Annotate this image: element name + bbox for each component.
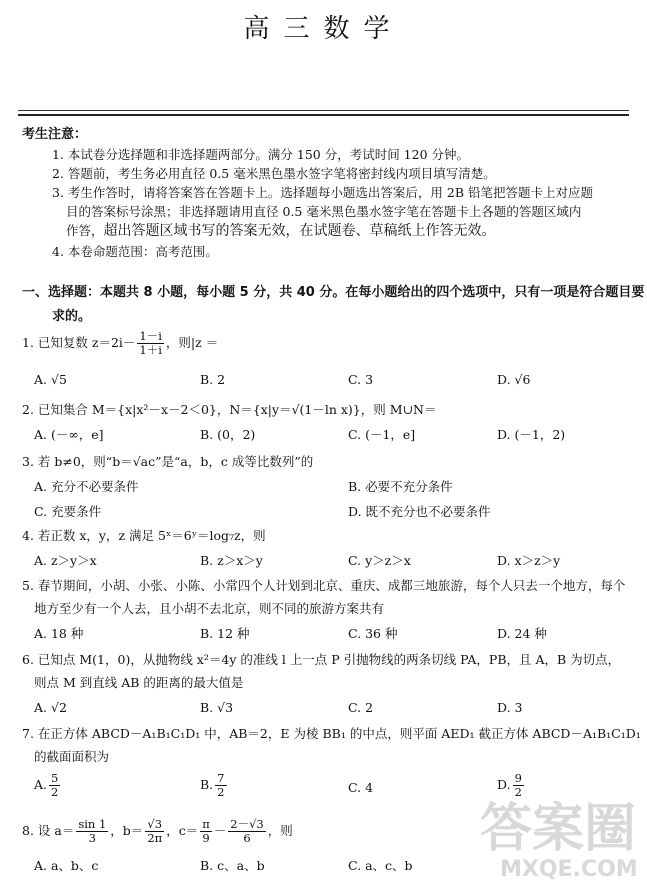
q4-option-a: A. z＞y＞x — [34, 553, 97, 568]
q7-a-den: 2 — [51, 785, 59, 799]
section-heading-line1: 一、选择题：本题共 8 小题，每小题 5 分，共 40 分。在每小题给出的四个选项中，只有一项是符合题目要 — [22, 285, 645, 300]
q8-a-num: sin 1 — [78, 817, 107, 831]
q5-option-a: A. 18 种 — [34, 626, 84, 641]
notice-item-3-lead: 作答， — [66, 223, 104, 238]
q5-option-b: B. 12 种 — [200, 626, 250, 641]
notice-heading: 考生注意： — [22, 127, 88, 142]
q1-option-b: B. 2 — [200, 372, 226, 387]
notice-item-1: 1. 本试卷分选择题和非选择题两部分。满分 150 分，考试时间 120 分钟。 — [52, 147, 470, 162]
q8-pre: 8. 设 a＝ — [22, 823, 75, 838]
q7-option-b — [200, 772, 229, 799]
q8-c2-num: 2－√3 — [230, 817, 264, 831]
q4-option-d: D. x＞z＞y — [497, 553, 561, 568]
q8-a-fraction — [76, 818, 108, 845]
q8-c-den: 9 — [202, 831, 210, 845]
q1-option-c: C. 3 — [348, 372, 374, 387]
question-4: 4. 若正数 x，y，z 满足 5ˣ＝6ʸ＝log₇z，则 — [22, 528, 266, 543]
question-6-line2: 则点 M 到直线 AB 的距离的最大值是 — [34, 675, 244, 690]
question-3: 3. 若 b≠0，则“b＝√ac”是“a，b，c 成等比数列”的 — [22, 454, 314, 469]
section-heading-line2: 求的。 — [52, 309, 92, 324]
q6-option-b: B. √3 — [200, 700, 234, 715]
q8-b-fraction — [145, 818, 164, 845]
notice-item-4: 4. 本卷命题范围：高考范围。 — [52, 244, 218, 259]
q7-b-den: 2 — [217, 785, 225, 799]
q8-c-num: π — [202, 817, 210, 831]
q2-option-b: B. (0，2) — [200, 427, 256, 442]
q5-option-c: C. 36 种 — [348, 626, 398, 641]
q2-option-d: D. (－1，2) — [497, 427, 566, 442]
question-8 — [22, 818, 293, 845]
q8-c-fraction — [200, 818, 212, 845]
q7-option-a-fraction — [49, 772, 60, 799]
q8-option-b: B. c、a、b — [200, 858, 265, 873]
q3-option-d: D. 既不充分也不必要条件 — [348, 504, 491, 519]
q7-option-c: C. 4 — [348, 780, 374, 795]
q7-option-b-fraction — [215, 772, 226, 799]
q8-minus: － — [213, 823, 227, 838]
q8-mid2: ，c＝ — [166, 823, 199, 838]
q3-option-c: C. 充要条件 — [34, 504, 102, 519]
page-title: 高三数学 — [243, 14, 404, 44]
q8-c2-fraction — [228, 818, 265, 845]
q3-option-a: A. 充分不必要条件 — [34, 479, 139, 494]
q8-c2-den: 6 — [243, 831, 251, 845]
q1-stem-pre: 1. 已知复数 z＝2i－ — [22, 335, 136, 350]
notice-item-3-line3 — [66, 220, 496, 240]
q6-option-c: C. 2 — [348, 700, 374, 715]
watermark-text: 答案圈 — [480, 799, 637, 859]
question-5-line1: 5. 春节期间，小胡、小张、小陈、小常四个人计划到北京、重庆、成都三地旅游，每个人只去一个地方，每个 — [22, 578, 626, 593]
q1-fraction-num: 1－i — [139, 329, 162, 343]
q5-option-d: D. 24 种 — [497, 626, 547, 641]
q8-a-den: 3 — [88, 831, 96, 845]
q1-fraction — [137, 330, 164, 357]
watermark-logo — [440, 776, 640, 880]
q8-post: ，则 — [267, 823, 293, 838]
question-7-line1: 7. 在正方体 ABCD－A₁B₁C₁D₁ 中，AB＝2，E 为棱 BB₁ 的中点，则平面 AED₁ 截正方体 ABCD－A₁B₁C₁D₁ — [22, 726, 641, 741]
notice-item-2: 2. 答题前，考生务必用直径 0.5 毫米黑色墨水签字笔将密封线内项目填写清楚。 — [52, 166, 496, 181]
question-2: 2. 已知集合 M＝{x|x²－x－2＜0}，N＝{x|y＝√(1－ln x)}，则 M∪N＝ — [22, 402, 437, 417]
question-6-line1: 6. 已知点 M(1，0)，从抛物线 x²＝4y 的准线 l 上一点 P 引抛物线的两条切线 PA，PB，且 A，B 为切点， — [22, 652, 621, 667]
q7-a-num: 5 — [51, 771, 59, 785]
q1-option-a: A. √5 — [34, 372, 67, 387]
q7-option-a-label: A. — [34, 777, 48, 792]
q7-d-den: 2 — [514, 785, 522, 799]
q2-option-a: A. (－∞，e] — [34, 427, 104, 442]
q1-fraction-den: 1＋i — [139, 343, 162, 357]
question-5-line2: 地方至少有一个人去，且小胡不去北京，则不同的旅游方案共有 — [34, 601, 385, 616]
q8-option-a: A. a、b、c — [34, 858, 99, 873]
q7-d-num: 9 — [514, 771, 522, 785]
q8-mid1: ，b＝ — [110, 823, 144, 838]
notice-item-3-line1: 3. 考生作答时，请将答案答在答题卡上。选择题每小题选出答案后，用 2B 铅笔把答题卡上对应题 — [52, 185, 593, 200]
q7-option-b-label: B. — [200, 777, 214, 792]
q7-option-d-label: D. — [497, 777, 511, 792]
header-rule-bottom — [18, 114, 629, 116]
q1-stem-post: ，则|z ＝ — [165, 335, 219, 350]
watermark-sub: MXQE.COM — [500, 857, 638, 880]
q4-option-c: C. y＞z＞x — [348, 553, 411, 568]
q8-b-den: 2π — [147, 831, 163, 845]
q3-option-b: B. 必要不充分条件 — [348, 479, 453, 494]
q7-option-a — [34, 772, 62, 799]
q6-option-a: A. √2 — [34, 700, 67, 715]
question-7-line2: 的截面面积为 — [34, 749, 110, 764]
q6-option-d: D. 3 — [497, 700, 523, 715]
question-1 — [22, 330, 218, 357]
q1-option-d: D. √6 — [497, 372, 531, 387]
q4-option-b: B. z＞x＞y — [200, 553, 263, 568]
q2-option-c: C. (－1，e] — [348, 427, 416, 442]
notice-item-3-emphasis: 超出答题区域书写的答案无效，在试题卷、草稿纸上作答无效。 — [103, 223, 496, 239]
q8-option-c: C. a、c、b — [348, 858, 413, 873]
header-rule-top — [18, 110, 629, 111]
notice-item-3-line2: 目的答案标号涂黑；非选择题请用直径 0.5 毫米黑色墨水签字笔在答题卡上各题的答题区域内 — [66, 204, 582, 219]
q8-b-num: √3 — [145, 818, 164, 832]
q7-b-num: 7 — [217, 771, 225, 785]
